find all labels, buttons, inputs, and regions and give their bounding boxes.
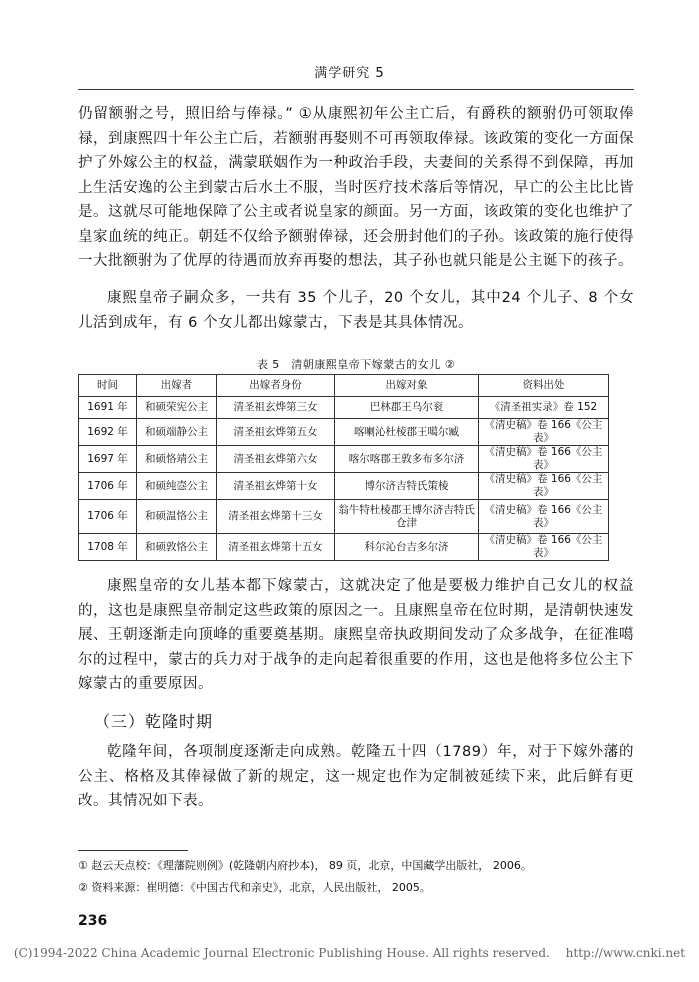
table-cell: 清圣祖玄烨第六女 (217, 446, 335, 473)
table-cell: 《清圣祖实录》卷 152 (479, 397, 609, 419)
table-cell: 清圣祖玄烨第十五女 (217, 534, 335, 561)
table-row (79, 500, 609, 534)
table-cell: 清圣祖玄烨第三女 (217, 397, 335, 419)
table-cell: 《清史稿》卷 166《公主表》 (479, 473, 609, 500)
table-header-cell: 出嫁者 (137, 375, 217, 397)
body-paragraph-3: 康熙皇帝的女儿基本都下嫁蒙古，这就决定了他是要极力维护自己女儿的权益的，这也是康熙皇帝制定这些政策的原因之一。且康熙皇帝在位时期，是清朝快速发展、王朝逐渐走向顶峰的重要奠基期。康熙皇帝执政期间发动了众多战争，在征准噶尔的过程中，蒙古的兵力对于战争的走向起着很重要的作用，这也是他将多位公主下嫁蒙古的重要原因。 (78, 578, 634, 692)
table-header-cell: 资料出处 (479, 375, 609, 397)
table-cell: 1706 年 (79, 473, 137, 500)
footnote-divider (78, 850, 188, 851)
table-header-cell: 出嫁对象 (335, 375, 479, 397)
table-cell: 《清史稿》卷 166《公主表》 (479, 500, 609, 534)
table-row (79, 419, 609, 446)
table-cell: 1706 年 (79, 500, 137, 534)
header-divider (78, 89, 634, 90)
table-cell: 巴林郡王乌尔衮 (335, 397, 479, 419)
footnote-2: ② 资料来源：崔明德：《中国古代和亲史》，北京，人民出版社， 2005。 (78, 881, 431, 894)
body-paragraph-4: 乾隆年间，各项制度逐渐走向成熟。乾隆五十四（1789）年，对于下嫁外藩的公主、格格及其俸禄做了新的规定，这一规定也作为定制被延续下来，此后鲜有更改。其情况如下表。 (78, 744, 634, 809)
table-cell: 《清史稿》卷 166《公主表》 (479, 534, 609, 561)
table-cell: 1708 年 (79, 534, 137, 561)
marriage-table (78, 374, 609, 561)
table-cell: 和硕纯悫公主 (137, 473, 217, 500)
table-cell: 《清史稿》卷 166《公主表》 (479, 446, 609, 473)
table-cell: 和硕温恪公主 (137, 500, 217, 534)
running-header: 满学研究 5 (314, 66, 385, 81)
table-cell: 翁牛特杜棱郡王博尔济吉特氏仓津 (335, 500, 479, 534)
table-cell: 喀喇沁杜棱郡王噶尔臧 (335, 419, 479, 446)
table-caption: 表 5 清朝康熙皇帝下嫁蒙古的女儿 ② (256, 358, 456, 371)
body-paragraph-2: 康熙皇帝子嗣众多，一共有 35 个儿子，20 个女儿，其中24 个儿子、8 个女儿活到成年，有 6 个女儿都出嫁蒙古，下表是其具体情况。 (78, 290, 634, 331)
table-cell: 科尔沁台吉多尔济 (335, 534, 479, 561)
table-row (79, 397, 609, 419)
table-cell: 喀尔喀郡王敦多布多尔济 (335, 446, 479, 473)
body-paragraph-1: 仍留额驸之号，照旧给与俸禄。” ①从康熙初年公主亡后，有爵秩的额驸仍可领取俸禄，到康熙四十年公主亡后，若额驸再娶则不可再领取俸禄。该政策的变化一方面保护了外嫁公主的权益，满蒙联姻作为一种政治手段，夫妻间的关系得不到保障，再加上生活安逸的公主到蒙古后水土不服，当时医疗技术落后等情况，早亡的公主比比皆是。这就尽可能地保障了公主或者说皇家的颜面。另一方面，该政策的变化也维护了皇家血统的纯正。朝廷不仅给予额驸俸禄，还会册封他们的子孙。该政策的施行使得一大批额驸为了优厚的待遇而放弃再娶的想法，其子孙也就只能是公主诞下的孩子。 (78, 106, 634, 269)
table-row (79, 473, 609, 500)
table-cell: 清圣祖玄烨第十三女 (217, 500, 335, 534)
table-header-row (79, 375, 609, 397)
table-cell: 1692 年 (79, 419, 137, 446)
table-cell: 和硕荣宪公主 (137, 397, 217, 419)
table-header-cell: 时间 (79, 375, 137, 397)
footnote-1: ① 赵云天点校：《理藩院则例》(乾隆朝内府抄本)， 89 页，北京，中国藏学出版社， 2006。 (78, 859, 532, 872)
section-heading: （三）乾隆时期 (94, 712, 214, 731)
table-row (79, 446, 609, 473)
table-cell: 和硕敦恪公主 (137, 534, 217, 561)
table-cell: 清圣祖玄烨第五女 (217, 419, 335, 446)
table-header-cell: 出嫁者身份 (217, 375, 335, 397)
table-cell: 和硕恪靖公主 (137, 446, 217, 473)
table-cell: 1691 年 (79, 397, 137, 419)
table-cell: 博尔济吉特氏策棱 (335, 473, 479, 500)
table-cell: 《清史稿》卷 166《公主表》 (479, 419, 609, 446)
table-cell: 和硕端静公主 (137, 419, 217, 446)
copyright-notice: (C)1994-2022 China Academic Journal Electronic Publishing House. All rights reserved. http://www.cnki.net (13, 946, 686, 960)
page-number: 236 (78, 913, 108, 929)
table-row (79, 534, 609, 561)
table-cell: 清圣祖玄烨第十女 (217, 473, 335, 500)
table-cell: 1697 年 (79, 446, 137, 473)
